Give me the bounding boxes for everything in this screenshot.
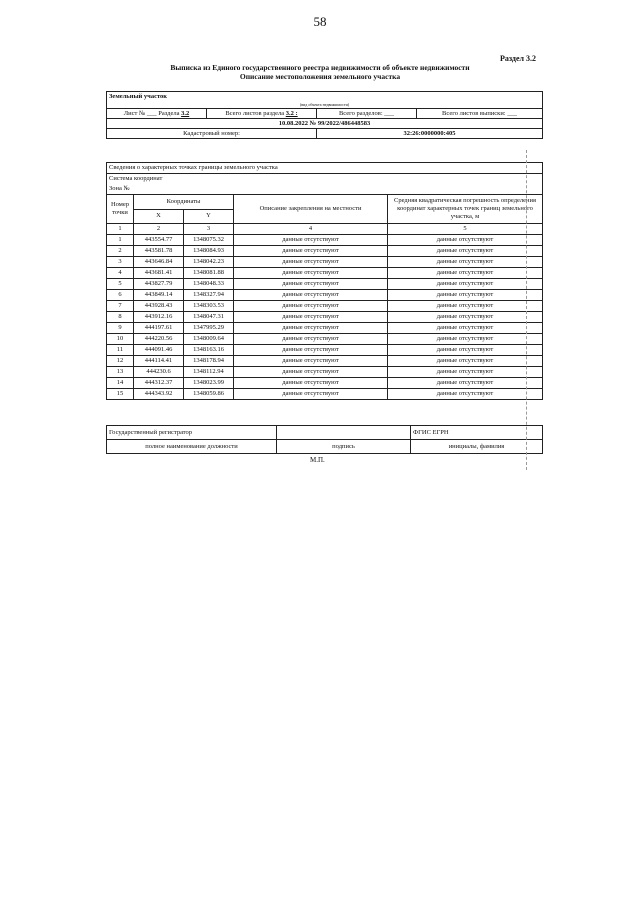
coords-section-title: Сведения о характерных точках границы земельного участка bbox=[107, 163, 543, 174]
coord-y: 1348303.53 bbox=[184, 301, 234, 312]
error-value: данные отсутствуют bbox=[388, 290, 543, 301]
coord-x: 443681.41 bbox=[134, 268, 184, 279]
coord-row bbox=[107, 367, 543, 378]
error-value: данные отсутствуют bbox=[388, 345, 543, 356]
error-value: данные отсутствуют bbox=[388, 378, 543, 389]
point-number: 15 bbox=[107, 389, 134, 400]
fixation-desc: данные отсутствуют bbox=[234, 389, 388, 400]
coord-y: 1348112.94 bbox=[184, 367, 234, 378]
coord-row bbox=[107, 257, 543, 268]
coord-row bbox=[107, 345, 543, 356]
error-value: данные отсутствуют bbox=[388, 279, 543, 290]
total-sections-value: ___ bbox=[384, 110, 395, 117]
col-desc-header: Описание закрепления на местности bbox=[234, 195, 388, 224]
sheet-number-label: Лист № bbox=[123, 110, 146, 117]
col-coords-header: Координаты bbox=[134, 195, 234, 210]
coord-row bbox=[107, 378, 543, 389]
point-number: 8 bbox=[107, 312, 134, 323]
fixation-desc: данные отсутствуют bbox=[234, 345, 388, 356]
point-number: 9 bbox=[107, 323, 134, 334]
coord-y: 1348327.94 bbox=[184, 290, 234, 301]
error-value: данные отсутствуют bbox=[388, 268, 543, 279]
fixation-desc: данные отсутствуют bbox=[234, 290, 388, 301]
coord-row bbox=[107, 389, 543, 400]
signature-cell bbox=[277, 426, 411, 440]
coord-x: 443849.14 bbox=[134, 290, 184, 301]
signature-caption: подпись bbox=[277, 440, 411, 454]
error-value: данные отсутствуют bbox=[388, 312, 543, 323]
total-sheets-value: ___ bbox=[507, 110, 517, 117]
coord-row bbox=[107, 290, 543, 301]
point-number: 7 bbox=[107, 301, 134, 312]
coord-y: 1348009.64 bbox=[184, 334, 234, 345]
section-label-text: Раздела bbox=[158, 110, 180, 117]
fixation-desc: данные отсутствуют bbox=[234, 268, 388, 279]
total-sheets-label: Всего листов выписки: bbox=[442, 110, 506, 117]
col-x-header: X bbox=[134, 209, 184, 224]
index-cell: 5 bbox=[388, 224, 543, 235]
coord-y: 1348075.32 bbox=[184, 235, 234, 246]
coord-row bbox=[107, 246, 543, 257]
point-number: 5 bbox=[107, 279, 134, 290]
total-sheets-cell bbox=[417, 109, 543, 119]
fixation-desc: данные отсутствуют bbox=[234, 356, 388, 367]
col-number-header: Номер точки bbox=[107, 195, 134, 224]
object-type-caption: (вид объекта недвижимости) bbox=[107, 101, 543, 109]
header-table bbox=[106, 91, 543, 139]
margin-line bbox=[526, 150, 527, 470]
fixation-desc: данные отсутствуют bbox=[234, 235, 388, 246]
coord-row bbox=[107, 356, 543, 367]
error-value: данные отсутствуют bbox=[388, 257, 543, 268]
error-value: данные отсутствуют bbox=[388, 323, 543, 334]
col-error-header: Средняя квадратическая погрешность определения координат характерных точек границ земельного участка, м bbox=[388, 195, 543, 224]
coord-x: 443646.84 bbox=[134, 257, 184, 268]
position-caption: полное наименование должности bbox=[107, 440, 277, 454]
coord-x: 444312.37 bbox=[134, 378, 184, 389]
error-value: данные отсутствуют bbox=[388, 389, 543, 400]
coord-x: 443554.77 bbox=[134, 235, 184, 246]
coord-x: 444091.46 bbox=[134, 345, 184, 356]
fixation-desc: данные отсутствуют bbox=[234, 378, 388, 389]
error-value: данные отсутствуют bbox=[388, 235, 543, 246]
coord-row bbox=[107, 279, 543, 290]
coord-row bbox=[107, 323, 543, 334]
error-value: данные отсутствуют bbox=[388, 367, 543, 378]
coord-y: 1348163.16 bbox=[184, 345, 234, 356]
date-and-number: 10.08.2022 № 99/2022/486448583 bbox=[107, 119, 543, 129]
cadastral-value: 32:26:0000000:405 bbox=[317, 129, 543, 139]
fixation-desc: данные отсутствуют bbox=[234, 301, 388, 312]
index-cell: 4 bbox=[234, 224, 388, 235]
coord-row bbox=[107, 268, 543, 279]
total-sheets-section-value: 3.2 : bbox=[285, 110, 298, 117]
point-number: 13 bbox=[107, 367, 134, 378]
fixation-desc: данные отсутствуют bbox=[234, 246, 388, 257]
coord-y: 1348084.93 bbox=[184, 246, 234, 257]
system-label: ФГИС ЕГРН bbox=[411, 426, 543, 440]
point-number: 12 bbox=[107, 356, 134, 367]
total-sheets-section-cell bbox=[207, 109, 317, 119]
coord-y: 1347995.29 bbox=[184, 323, 234, 334]
document-subtitle: Описание местоположения земельного участка bbox=[239, 72, 401, 81]
total-sections-cell bbox=[317, 109, 417, 119]
point-number: 1 bbox=[107, 235, 134, 246]
coord-row bbox=[107, 312, 543, 323]
coord-x: 443827.79 bbox=[134, 279, 184, 290]
object-type: Земельный участок bbox=[107, 92, 543, 102]
coord-row bbox=[107, 301, 543, 312]
coord-y: 1348023.99 bbox=[184, 378, 234, 389]
stamp-placeholder: М.П. bbox=[310, 456, 325, 464]
coord-x: 444220.56 bbox=[134, 334, 184, 345]
coord-y: 1348178.94 bbox=[184, 356, 234, 367]
sheet-number-value: ___ bbox=[146, 110, 157, 117]
fixation-desc: данные отсутствуют bbox=[234, 334, 388, 345]
signature-table bbox=[106, 425, 543, 454]
point-number: 11 bbox=[107, 345, 134, 356]
section-value: 3.2 bbox=[181, 110, 190, 117]
point-number: 2 bbox=[107, 246, 134, 257]
fixation-desc: данные отсутствуют bbox=[234, 312, 388, 323]
coord-x: 443928.43 bbox=[134, 301, 184, 312]
point-number: 10 bbox=[107, 334, 134, 345]
coord-y: 1348081.88 bbox=[184, 268, 234, 279]
coord-x: 443912.16 bbox=[134, 312, 184, 323]
coord-y: 1348048.33 bbox=[184, 279, 234, 290]
coordinates-table bbox=[106, 162, 543, 400]
coord-x: 443581.78 bbox=[134, 246, 184, 257]
registrar-label: Государственный регистратор bbox=[107, 426, 277, 440]
coord-row bbox=[107, 334, 543, 345]
point-number: 6 bbox=[107, 290, 134, 301]
fixation-desc: данные отсутствуют bbox=[234, 323, 388, 334]
error-value: данные отсутствуют bbox=[388, 334, 543, 345]
coord-y: 1348059.86 bbox=[184, 389, 234, 400]
error-value: данные отсутствуют bbox=[388, 246, 543, 257]
fixation-desc: данные отсутствуют bbox=[234, 279, 388, 290]
initials-caption: инициалы, фамилия bbox=[411, 440, 543, 454]
point-number: 4 bbox=[107, 268, 134, 279]
index-cell: 3 bbox=[184, 224, 234, 235]
page-number: 58 bbox=[313, 14, 327, 29]
document-title: Выписка из Единого государственного реестра недвижимости об объекте недвижимости bbox=[170, 63, 470, 72]
sheet-number-cell bbox=[107, 109, 207, 119]
fixation-desc: данные отсутствуют bbox=[234, 257, 388, 268]
coord-x: 444343.92 bbox=[134, 389, 184, 400]
coord-y: 1348047.31 bbox=[184, 312, 234, 323]
coord-x: 444197.61 bbox=[134, 323, 184, 334]
section-label: Раздел 3.2 bbox=[499, 54, 536, 63]
fixation-desc: данные отсутствуют bbox=[234, 367, 388, 378]
point-number: 14 bbox=[107, 378, 134, 389]
point-number: 3 bbox=[107, 257, 134, 268]
index-cell: 2 bbox=[134, 224, 184, 235]
total-sheets-section-label: Всего листов раздела bbox=[225, 110, 285, 117]
coord-y: 1348042.23 bbox=[184, 257, 234, 268]
cadastral-label: Кадастровый номер: bbox=[107, 129, 317, 139]
zone-label: Зона № bbox=[107, 184, 543, 195]
coord-x: 444114.41 bbox=[134, 356, 184, 367]
error-value: данные отсутствуют bbox=[388, 301, 543, 312]
col-y-header: Y bbox=[184, 209, 234, 224]
index-cell: 1 bbox=[107, 224, 134, 235]
error-value: данные отсутствуют bbox=[388, 356, 543, 367]
coord-x: 444230.6 bbox=[134, 367, 184, 378]
coord-row bbox=[107, 235, 543, 246]
total-sections-label: Всего разделов: bbox=[338, 110, 383, 117]
coord-system-label: Система координат bbox=[107, 174, 543, 185]
